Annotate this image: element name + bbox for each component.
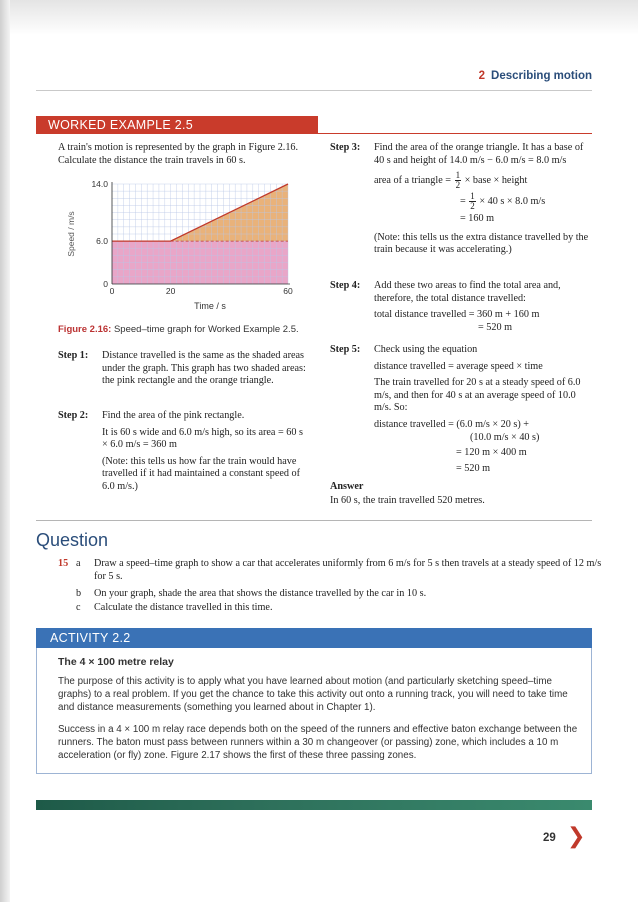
running-head bbox=[479, 70, 592, 82]
question-text-c: Calculate the distance travelled in this time. bbox=[94, 602, 273, 613]
question-item-c bbox=[58, 602, 594, 616]
step-5-eq-3: = 120 m × 400 m bbox=[456, 447, 527, 459]
question-item-b bbox=[58, 588, 594, 602]
step-2-p1: Find the area of the pink rectangle. bbox=[102, 410, 245, 421]
step-3-label: Step 3: bbox=[330, 142, 361, 153]
x-tick-label: 0 bbox=[109, 286, 115, 296]
y-tick-label: 0 bbox=[103, 279, 108, 289]
step-1 bbox=[58, 350, 310, 410]
question-letter-c: c bbox=[76, 602, 81, 613]
worked-example-intro: A train's motion is represented by the graph in Figure 2.16. Calculate the distance the train travels in 60 s. bbox=[58, 142, 299, 166]
step-5-p2: distance travelled = average speed × time bbox=[374, 360, 543, 372]
step-5-p3: The train travelled for 20 s at a steady speed of 6.0 m/s, and then for 40 s at an average speed of 10.0 m/s. So: bbox=[374, 377, 581, 414]
question-letter-a: a bbox=[76, 558, 81, 569]
figure-caption bbox=[58, 324, 299, 335]
activity-heading: The 4 × 100 metre relay bbox=[58, 656, 174, 668]
activity-content bbox=[58, 656, 580, 771]
fraction-numerator: 1 bbox=[455, 170, 461, 181]
step-1-body: Distance travelled is the same as the shaded areas under the graph. This graph has two shaded areas: the pink rectangle and the orange triangle. bbox=[102, 350, 306, 387]
chapter-title: Describing motion bbox=[491, 70, 592, 82]
speed-time-chart bbox=[62, 176, 302, 316]
question-letter-b: b bbox=[76, 588, 82, 599]
step-3-note: (Note: this tells us the extra distance travelled by the train because it was accelerating.) bbox=[374, 231, 589, 256]
step-3-p1: Find the area of the orange triangle. It has a base of 40 s and height of 14.0 m/s − 6.0 m/s = 8.0 m/s bbox=[374, 142, 584, 166]
fraction-denominator-2: 2 bbox=[470, 201, 475, 212]
step-4-p1: Add these two areas to find the total area and, therefore, the total distance travelled: bbox=[374, 280, 561, 304]
half-fraction bbox=[455, 171, 462, 190]
header-rule bbox=[36, 90, 592, 91]
question-title: Question bbox=[36, 530, 109, 550]
question-number: 15 bbox=[58, 558, 69, 569]
question-rule bbox=[36, 520, 592, 521]
step-3-eq-1-right: × base × height bbox=[462, 175, 528, 187]
page-top-shadow bbox=[0, 0, 638, 35]
step-5-eq-4: = 520 m bbox=[456, 462, 491, 474]
y-tick-label: 14.0 bbox=[91, 179, 108, 189]
step-3-eq-1-left: area of a triangle = bbox=[374, 175, 454, 187]
question-text-b: On your graph, shade the area that shows the distance travelled by the car in 10 s. bbox=[94, 588, 427, 599]
chart-svg bbox=[62, 176, 302, 316]
step-2-note: (Note: this tells us how far the train would have travelled if it had maintained a constant speed of 6.0 m/s.) bbox=[102, 455, 301, 492]
next-page-arrow-icon[interactable]: ❯ bbox=[567, 824, 586, 849]
step-4-eq-2: = 520 m bbox=[478, 321, 513, 333]
step-4 bbox=[330, 280, 592, 340]
y-tick-label: 6.0 bbox=[96, 236, 108, 247]
y-axis-label: Speed / m/s bbox=[66, 211, 76, 257]
answer-label: Answer bbox=[330, 481, 364, 492]
step-5-p1: Check using the equation bbox=[374, 344, 478, 355]
step-2 bbox=[58, 410, 310, 500]
step-3-eq-3: = 160 m bbox=[460, 213, 495, 225]
fraction-denominator: 2 bbox=[455, 180, 461, 191]
activity-banner: ACTIVITY 2.2 bbox=[36, 628, 592, 648]
question-text-a: Draw a speed–time graph to show a car that accelerates uniformly from 6 m/s for 5 s then travels at a steady speed of 12 m/s for 5 s. bbox=[94, 558, 602, 582]
step-3-body bbox=[374, 142, 592, 261]
question-item-a bbox=[58, 558, 602, 586]
step-1-label: Step 1: bbox=[58, 350, 89, 361]
worked-example-banner: WORKED EXAMPLE 2.5 bbox=[36, 116, 318, 134]
step-4-label: Step 4: bbox=[330, 280, 361, 291]
step-5-eq-1: distance travelled = (6.0 m/s × 20 s) + bbox=[374, 418, 530, 430]
step-4-eq-1: total distance travelled = 360 m + 160 m bbox=[374, 309, 540, 321]
step-4-body bbox=[374, 280, 592, 334]
step-3-eq-2-left: = bbox=[460, 196, 469, 208]
figure-caption-text: Speed–time graph for Worked Example 2.5. bbox=[111, 324, 299, 335]
chapter-number: 2 bbox=[478, 70, 486, 82]
figure-caption-label: Figure 2.16: bbox=[58, 324, 112, 335]
step-5 bbox=[330, 344, 592, 480]
step-2-p2: It is 60 s wide and 6.0 m/s high, so its area = 60 s × 6.0 m/s = 360 m bbox=[102, 426, 303, 451]
step-5-eq-2: (10.0 m/s × 40 s) bbox=[470, 431, 540, 443]
worked-example-rule bbox=[318, 133, 592, 134]
activity-paragraph-1: The purpose of this activity is to apply what you have learned about motion (and particularly sketching speed–time graphs) to a real problem. If you get the chance to take this activity out onto a running track, you will need to take time and distance measurements (something you learned about in Chapter 1). bbox=[58, 676, 568, 713]
activity-paragraph-2: Success in a 4 × 100 m relay race depends both on the speed of the runners and effective baton exchange between the runners. The baton must pass between runners within a 30 m changeover (or passing) zone, which includes a 10 m acceleration (or fly) zone. Figure 2.17 shows the first of these three passing zones. bbox=[58, 724, 578, 761]
step-5-body bbox=[374, 344, 592, 475]
step-2-label: Step 2: bbox=[58, 410, 89, 421]
footer-bar bbox=[36, 800, 592, 810]
x-axis-label: Time / s bbox=[194, 301, 226, 311]
x-tick-label: 20 bbox=[165, 286, 176, 296]
x-tick-label: 60 bbox=[283, 286, 293, 296]
step-3-eq-2-right: × 40 s × 8.0 m/s bbox=[476, 196, 546, 208]
step-3-eq-2 bbox=[460, 192, 592, 211]
step-5-label: Step 5: bbox=[330, 344, 361, 355]
step-3 bbox=[330, 142, 592, 278]
step-3-eq-1 bbox=[374, 171, 592, 190]
fraction-numerator-2: 1 bbox=[470, 191, 475, 202]
page-left-shadow bbox=[0, 0, 10, 902]
step-2-body bbox=[102, 410, 308, 498]
half-fraction-2 bbox=[469, 192, 476, 211]
answer-text: In 60 s, the train travelled 520 metres. bbox=[330, 495, 485, 506]
page-number: 29 bbox=[543, 832, 556, 844]
